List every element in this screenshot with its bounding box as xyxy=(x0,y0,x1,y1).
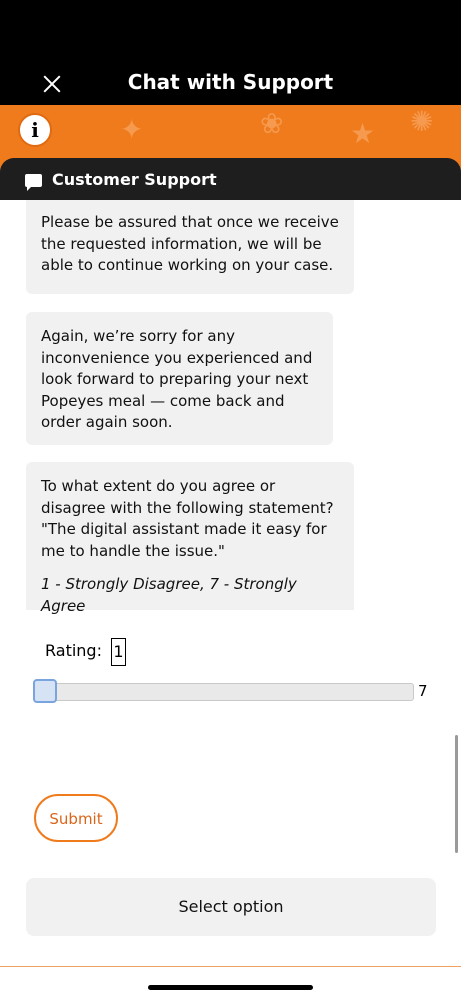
message-bubble: Again, we’re sorry for any inconvenience you experienced and look forward to preparing your next Popeyes meal — come back and order again soon. xyxy=(26,312,333,445)
submit-button[interactable]: Submit xyxy=(34,794,118,842)
rating-label: Rating: xyxy=(45,641,102,660)
pattern-decoration: ★ xyxy=(350,117,376,150)
home-indicator[interactable] xyxy=(148,985,313,990)
chat-bubble-icon xyxy=(25,174,42,187)
footer-divider xyxy=(0,966,461,967)
rating-slider-track[interactable] xyxy=(36,683,414,701)
survey-scale: 1 - Strongly Disagree, 7 - Strongly Agree xyxy=(41,575,297,615)
support-panel-title: Customer Support xyxy=(52,170,217,189)
pattern-decoration: ✺ xyxy=(410,105,434,138)
pattern-decoration: ❀ xyxy=(260,107,284,140)
chat-area[interactable] xyxy=(0,200,461,1000)
support-panel-header xyxy=(0,158,461,200)
pattern-decoration: ✦ xyxy=(120,113,144,146)
page-title: Chat with Support xyxy=(127,70,334,94)
top-bar xyxy=(0,0,461,105)
message-bubble: Please be assured that once we receive the requested information, we will be able to continue working on your case. xyxy=(26,200,354,294)
select-option-button[interactable]: Select option xyxy=(26,878,436,936)
rating-max-label: 7 xyxy=(418,682,428,700)
scrollbar[interactable] xyxy=(455,735,458,853)
info-icon[interactable]: i xyxy=(18,113,52,147)
survey-question-bubble xyxy=(26,462,354,615)
rating-value: 1 xyxy=(111,638,126,666)
rating-slider-thumb[interactable] xyxy=(33,679,57,703)
survey-question: To what extent do you agree or disagree with the following statement? "The digital assistant made it easy for me to handle the issue." xyxy=(41,477,334,560)
